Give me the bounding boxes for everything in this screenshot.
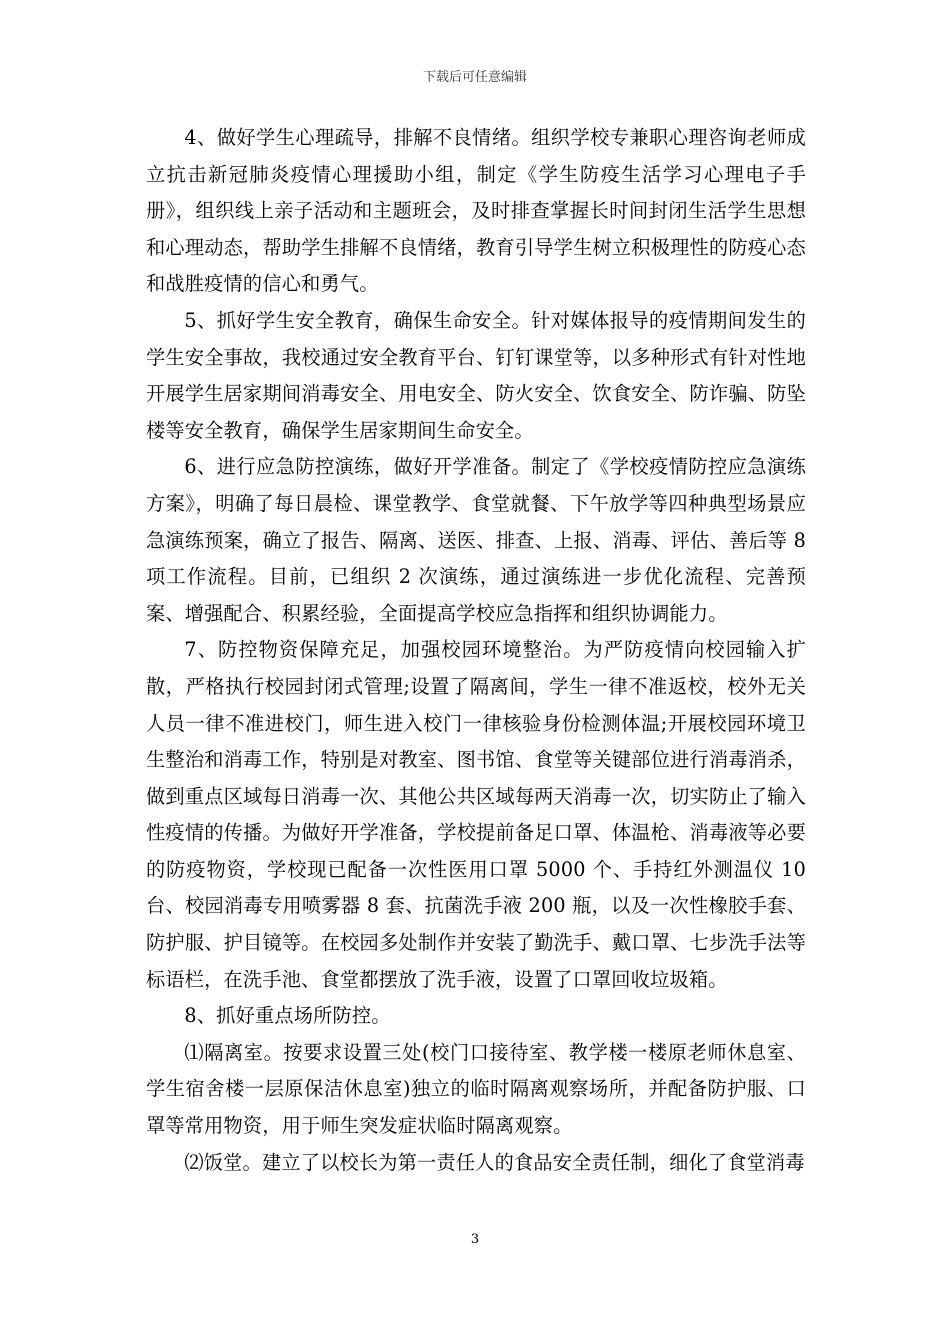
paragraph-5: 5、抓好学生安全教育，确保生命安全。针对媒体报导的疫情期间发生的学生安全事故，我校通过安全教育平台、钉钉课堂等，以多种形式有针对性地开展学生居家期间消毒安全、用电安全、防火安全、饮食安全、防诈骗、防坠楼等安全教育，确保学生居家期间生命安全。 [146,308,806,442]
page-header: 下载后可任意编辑 [422,70,527,85]
paragraph-6: 6、进行应急防控演练，做好开学准备。制定了《学校疫情防控应急演练方案》，明确了每日晨检、课堂教学、食堂就餐、下午放学等四种典型场景应急演练预案，确立了报告、隔离、送医、排查、上报、消毒、评估、善后等 8 项工作流程。目前，已组织 2 次演练，通过演练进一步优化流程、完善预案、增强配合、积累经验，全面提高学校应急指挥和组织协调能力。 [146,455,806,625]
paragraph-4: 4、做好学生心理疏导，排解不良情绪。组织学校专兼职心理咨询老师成立抗击新冠肺炎疫情心理援助小组，制定《学生防疫生活学习心理电子手册》，组织线上亲子活动和主题班会，及时排查掌握长时间封闭生活学生思想和心理动态，帮助学生排解不良情绪，教育引导学生树立积极理性的防疫心态和战胜疫情的信心和勇气。 [146,126,806,296]
paragraph-7: 7、防控物资保障充足，加强校园环境整治。为严防疫情向校园输入扩散，严格执行校园封闭式管理;设置了隔离间，学生一律不准返校，校外无关人员一律不准进校门，师生进入校门一律核验身份检测体温;开展校园环境卫生整治和消毒工作，特别是对教室、图书馆、食堂等关键部位进行消毒消杀，做到重点区域每日消毒一次、其他公共区域每两天消毒一次，切实防止了输入性疫情的传播。为做好开学准备，学校提前备足口罩、体温枪、消毒液等必要的防疫物资，学校现已配备一次性医用口罩 5000 个、手持红外测温仪 10 台、校园消毒专用喷雾器 8 套、抗菌洗手液 200 瓶，以及一次性橡胶手套、防护服、护目镜等。在校园多处制作并安装了勤洗手、戴口罩、七步洗手法等标语栏，在洗手池、食堂都摆放了洗手液，设置了口罩回收垃圾箱。 [146,638,806,991]
document-body [146,120,806,1181]
paragraph-8: 8、抓好重点场所防控。 [184,1004,391,1028]
paragraph-8-2: ⑵饭堂。建立了以校长为第一责任人的食品安全责任制，细化了食堂消毒 [184,1150,805,1174]
page-number: 3 [470,1232,480,1247]
paragraph-8-1: ⑴隔离室。按要求设置三处(校门口接待室、教学楼一楼原老师休息室、学生宿舍楼一层原保洁休息室)独立的临时隔离观察场所，并配备防护服、口罩等常用物资，用于师生突发症状临时隔离观察。 [146,1040,806,1138]
